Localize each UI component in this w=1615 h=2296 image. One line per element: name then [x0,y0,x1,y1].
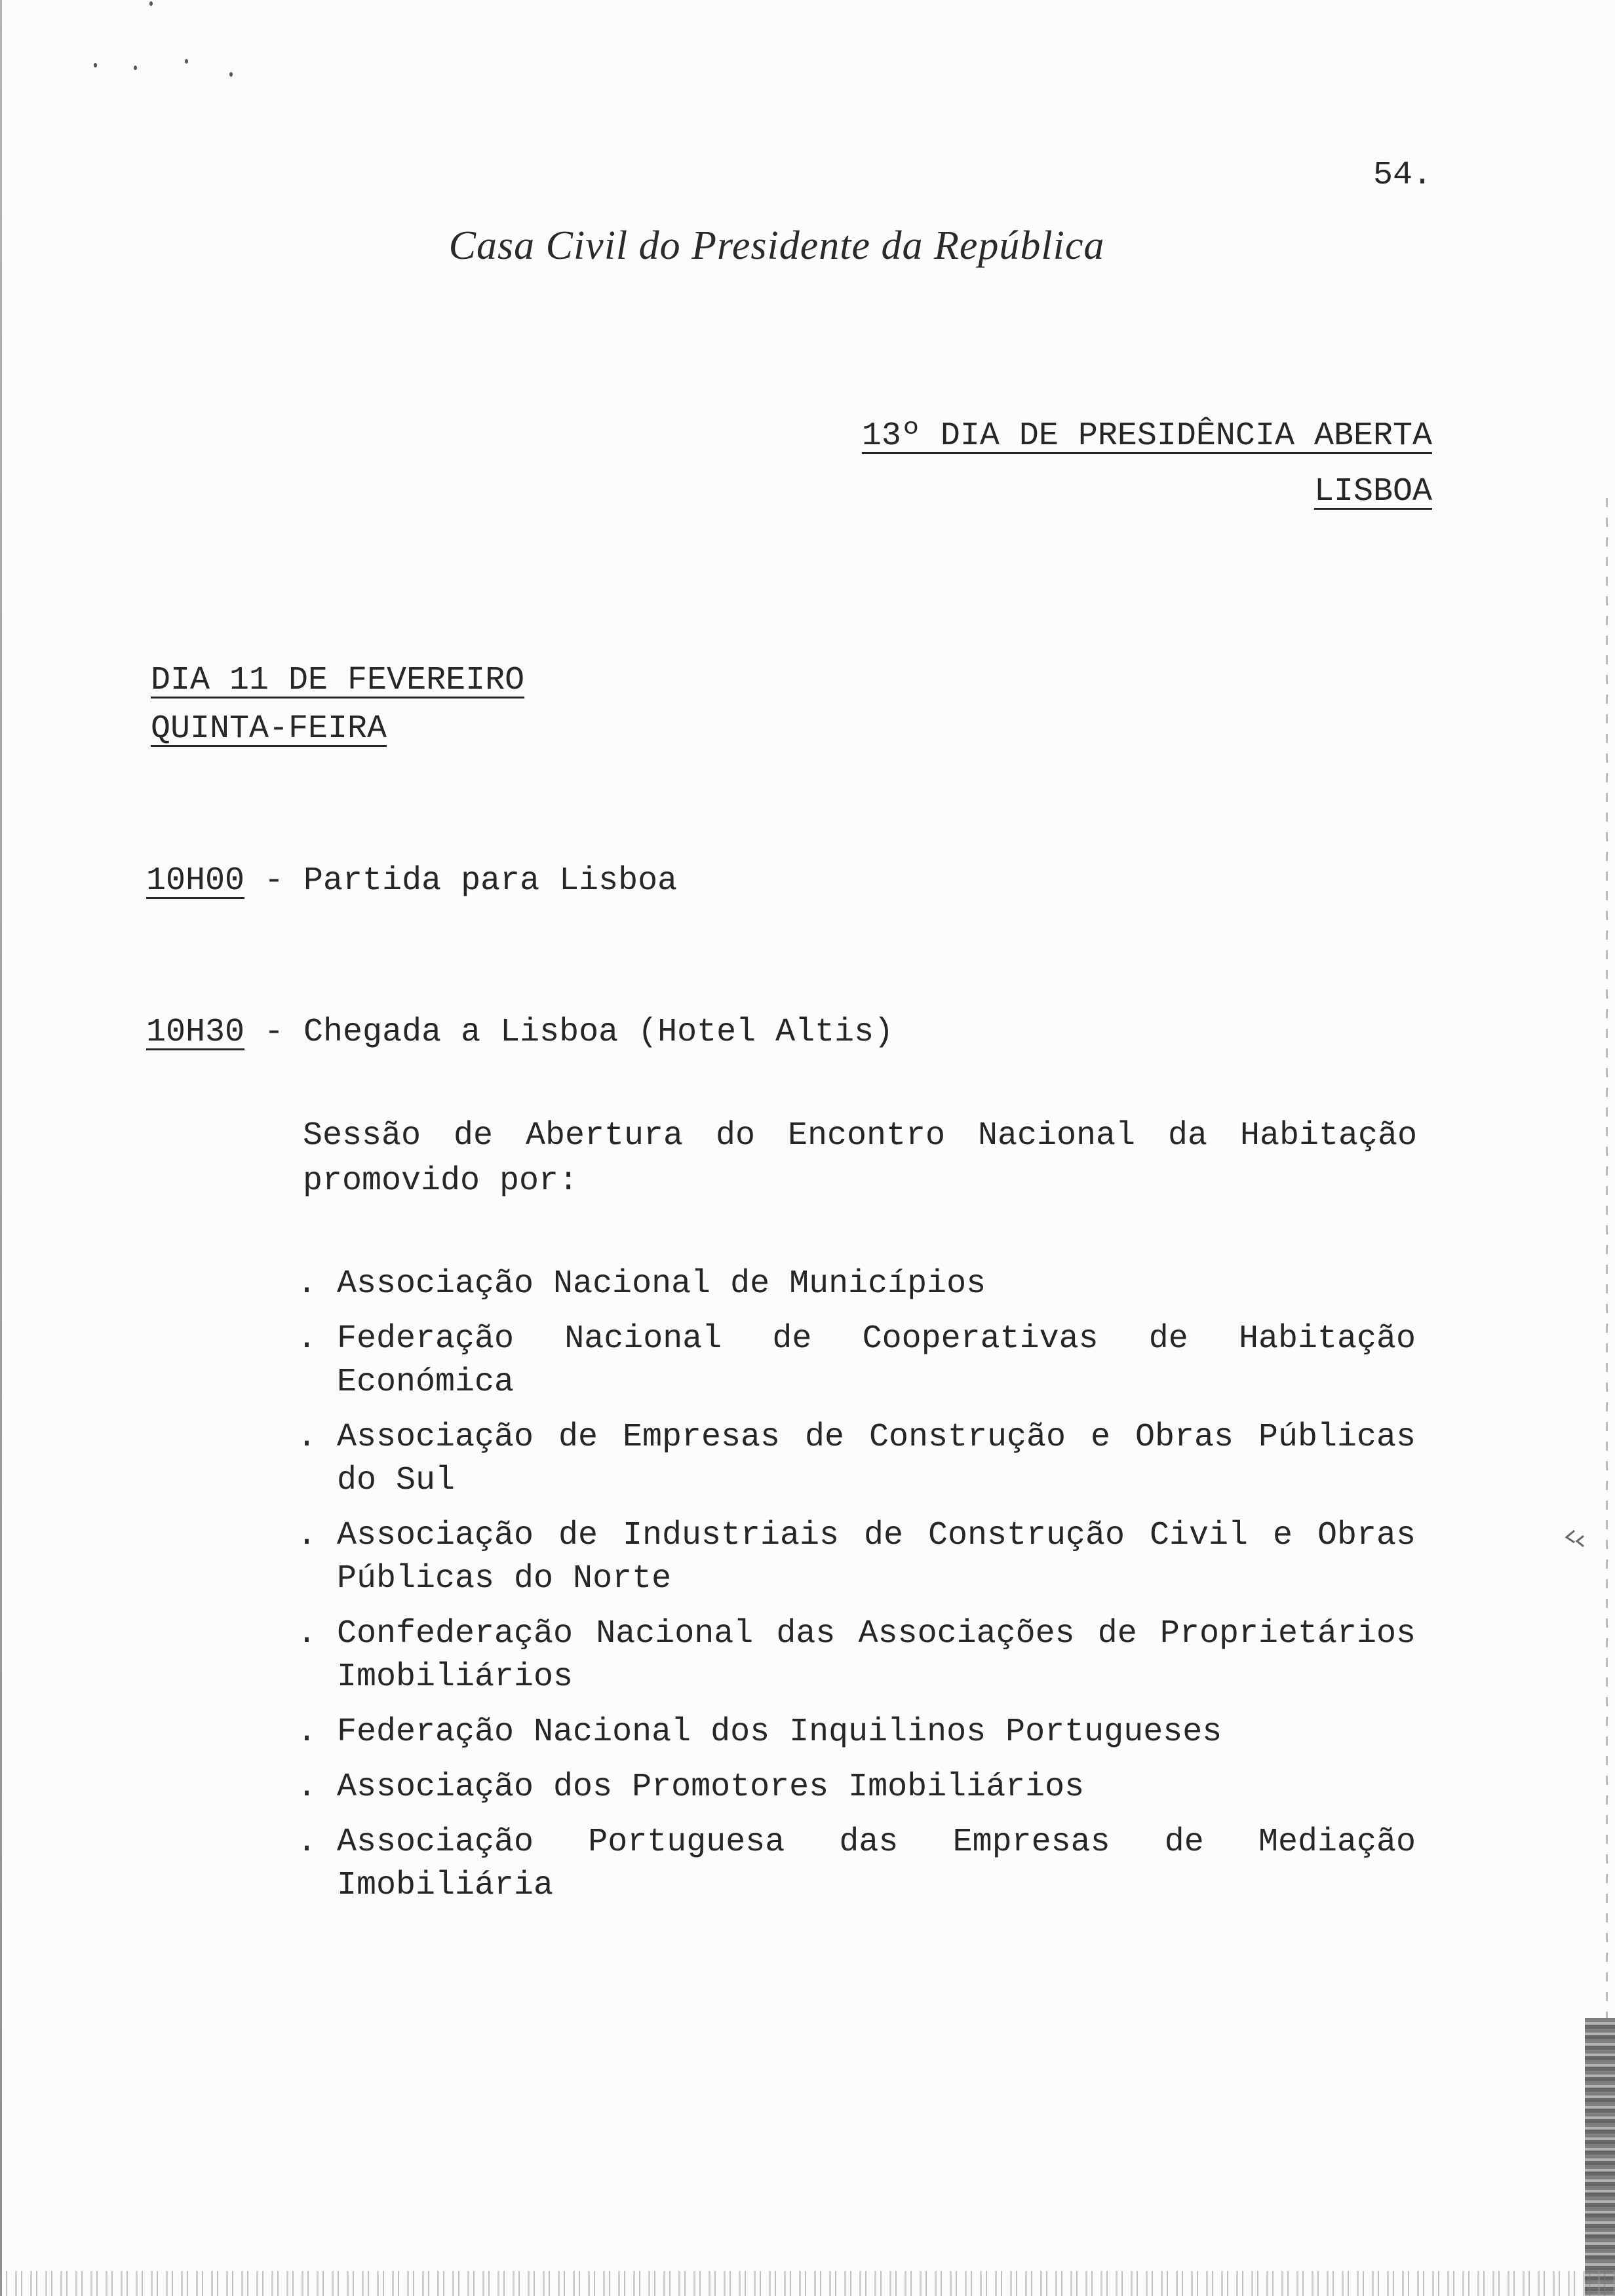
list-item [297,1821,1416,1907]
bullet: . [297,1769,317,1806]
list-item [297,1613,1416,1699]
scan-right-edge-line [1606,498,1608,2018]
page-number: 54. [1372,157,1432,194]
date-weekday: QUINTA-FEIRA [151,710,387,748]
list-item [297,1514,1416,1601]
bullet: . [297,1265,317,1303]
scan-speck [94,63,97,67]
schedule-time: 10H30 [146,1014,245,1051]
organization-name: Associação dos Promotores Imobiliários [337,1769,1085,1806]
scan-bottom-noise [0,2271,1615,2296]
date-day: DIA 11 DE FEVEREIRO [151,662,525,699]
bullet: . [297,1419,317,1456]
list-item [297,1416,1416,1502]
schedule-description: Partida para Lisboa [303,862,678,900]
organization-list [297,1263,1416,1919]
schedule-separator: - [264,1014,284,1051]
organization-name: Associação Nacional de Municípios [337,1265,986,1303]
schedule-row [146,860,677,903]
organization-name: Federação Nacional de Cooperativas de Habitação Económica [337,1320,1416,1401]
schedule-time: 10H00 [146,862,245,900]
organization-name: Associação de Empresas de Construção e Obras Públicas do Sul [337,1419,1416,1499]
bullet: . [297,1320,317,1358]
heading-title: 13º DIA DE PRESIDÊNCIA ABERTA [861,417,1432,455]
heading-location: LISBOA [1313,473,1432,510]
bullet: . [297,1824,317,1861]
list-item [297,1766,1416,1809]
bullet: . [297,1517,317,1554]
session-intro: Sessão de Abertura do Encontro Nacional da Habitação promovido por: [303,1117,1417,1200]
scan-speck [149,1,153,6]
bullet: . [297,1615,317,1653]
scan-left-edge [0,0,2,2296]
bullet: . [297,1713,317,1751]
organization-name: Confederação Nacional das Associações de Proprietários Imobiliários [337,1615,1416,1696]
scan-right-edge-strip [1585,2018,1615,2296]
scan-speck [229,72,233,77]
list-item [297,1711,1416,1754]
scan-speck [185,59,188,64]
list-item [297,1263,1416,1306]
organization-name: Associação Portuguesa das Empresas de Mediação Imobiliária [337,1824,1416,1904]
schedule-row [146,1011,893,1054]
scan-chevron-mark [1563,1525,1589,1552]
list-item [297,1318,1416,1404]
schedule-description: Chegada a Lisboa (Hotel Altis) [303,1014,894,1051]
scan-speck [134,66,137,70]
letterhead: Casa Civil do Presidente da República [448,223,1105,268]
organization-name: Federação Nacional dos Inquilinos Portugueses [337,1713,1222,1751]
schedule-separator: - [264,862,284,900]
organization-name: Associação de Industriais de Construção Civil e Obras Públicas do Norte [337,1517,1416,1598]
